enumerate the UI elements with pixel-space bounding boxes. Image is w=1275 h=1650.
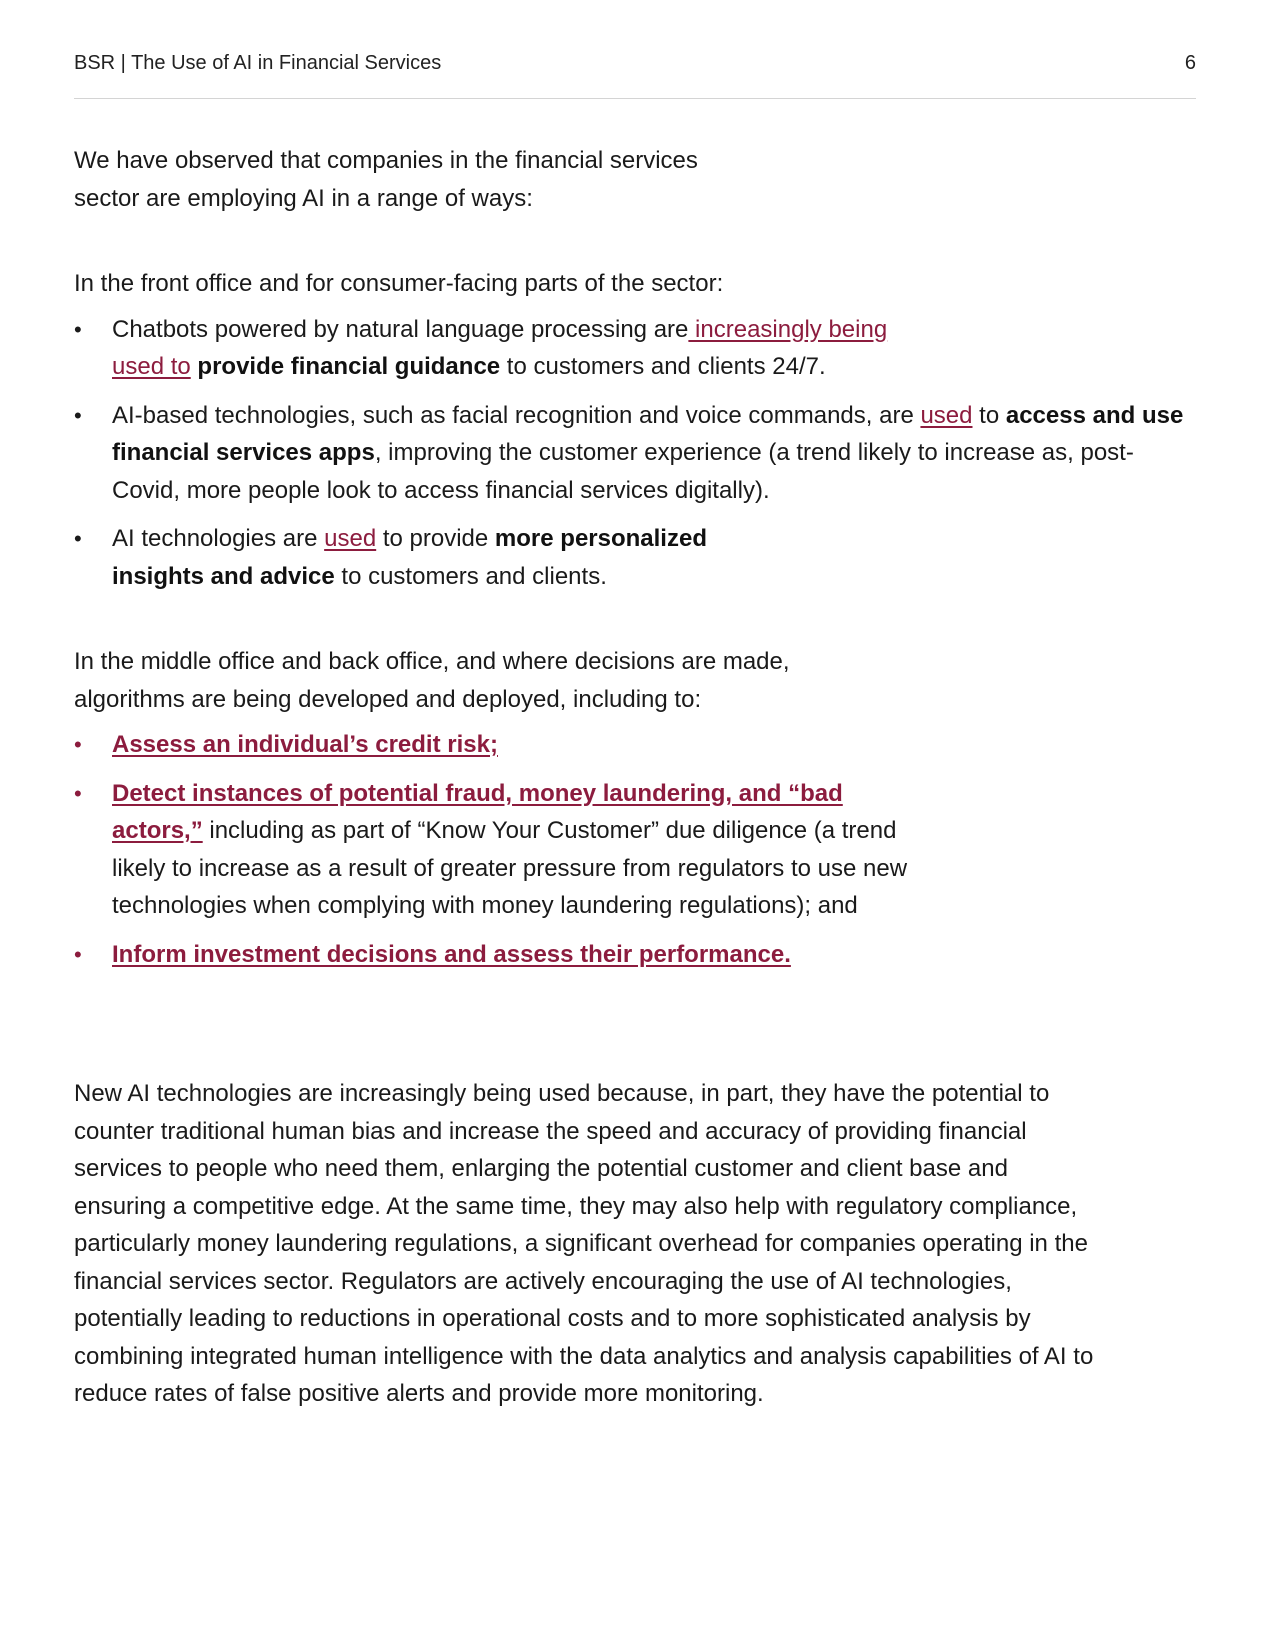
page-header bbox=[74, 52, 1196, 75]
intro-paragraph: We have observed that companies in the financial services sector are employing AI in a range of ways: bbox=[74, 147, 698, 212]
list-item bbox=[74, 726, 1194, 764]
header-divider bbox=[74, 98, 1196, 99]
list-item bbox=[74, 936, 1194, 974]
page-number: 6 bbox=[1184, 52, 1196, 74]
middle-office-heading: In the middle office and back office, and where decisions are made, algorithms are being developed and deployed, including to: bbox=[74, 648, 790, 713]
emphasis: access and use financial services apps bbox=[112, 401, 1184, 466]
list-item: • AI-based technologies, such as facial recognition and voice commands, are used to access and use financial services apps, improving the customer experience (a trend likely to increase as, post-Covid, more people look to access financial services digitally). bbox=[74, 397, 1194, 510]
source-link[interactable]: used bbox=[920, 401, 973, 429]
source-link[interactable]: Assess an individual’s credit risk; bbox=[112, 731, 498, 758]
document-title: BSR | The Use of AI in Financial Services bbox=[74, 52, 442, 74]
source-link[interactable]: used bbox=[324, 525, 377, 552]
emphasis: more personalized insights and advice bbox=[112, 525, 707, 590]
list-item: • AI technologies are used to provide more personalized insights and advice to customers and clients. bbox=[74, 520, 752, 595]
middle-office-list bbox=[74, 726, 1194, 973]
list-item: • Chatbots powered by natural language processing are increasingly being used to provide financial guidance to customers and clients 24/7. bbox=[74, 311, 932, 386]
closing-paragraph: New AI technologies are increasingly being used because, in part, they have the potential to counter traditional human bias and increase the speed and accuracy of providing financial services to people who need them, enlarging the potential customer and client base and ensuring a competitive edge. At the same time, they may also help with regulatory compliance, particularly money laundering regulations, a significant overhead for companies operating in the financial services sector. Regulators are actively encouraging the use of AI technologies, potentially leading to reductions in operational costs and to more sophisticated analysis by combining integrated human intelligence with the data analytics and analysis capabilities of AI to reduce rates of false positive alerts and provide more monitoring. bbox=[74, 1080, 1094, 1407]
list-item: • Detect instances of potential fraud, money laundering, and “bad actors,” including as part of “Know Your Customer” due diligence (a trend likely to increase as a result of greater pressure from regulators to use new technologies when complying with money laundering regulations); and bbox=[74, 775, 932, 925]
source-link[interactable]: increasingly being used to bbox=[112, 315, 888, 380]
front-office-list bbox=[74, 311, 1194, 596]
front-office-heading: In the front office and for consumer-facing parts of the sector: bbox=[74, 270, 724, 297]
emphasis: provide financial guidance bbox=[197, 353, 501, 380]
source-link[interactable]: Detect instances of potential fraud, money laundering, and “bad actors,” bbox=[112, 779, 843, 844]
source-link[interactable]: Inform investment decisions and assess their performance. bbox=[112, 940, 791, 968]
page-body bbox=[74, 142, 1194, 1413]
